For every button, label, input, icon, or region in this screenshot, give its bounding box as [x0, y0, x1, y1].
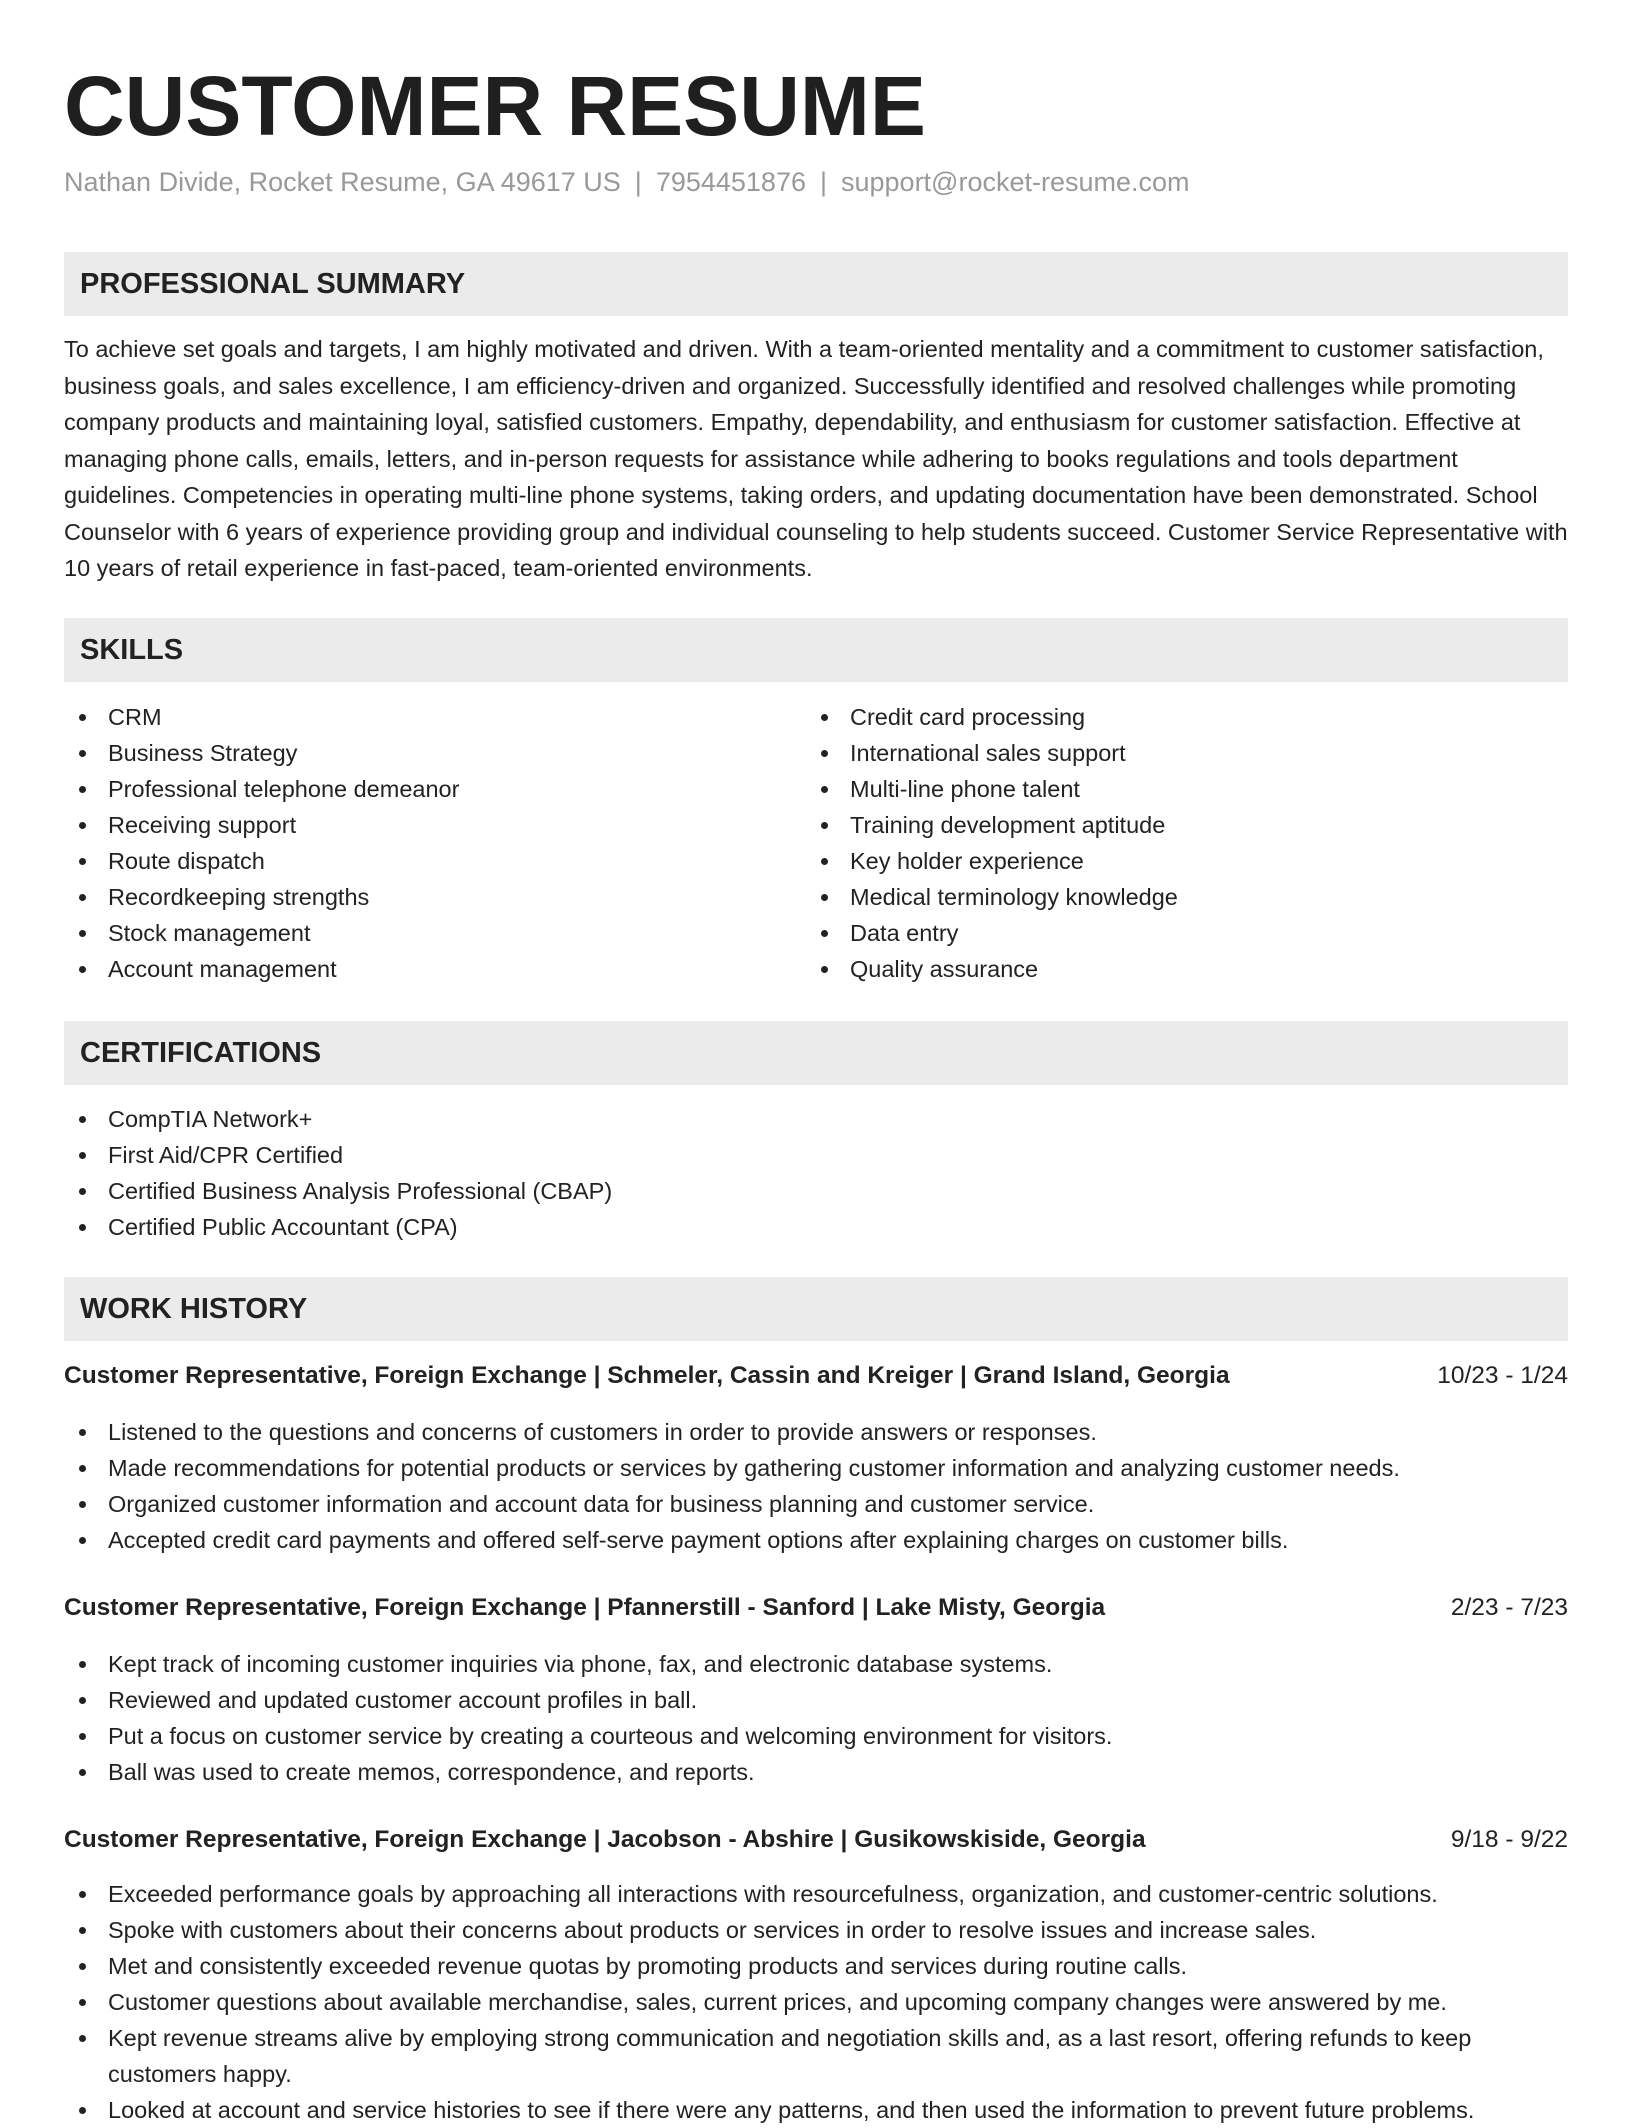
skill-item: Stock management — [64, 915, 804, 951]
skills-column-right — [806, 699, 1546, 987]
skills-column-left — [64, 699, 804, 987]
skill-item: Recordkeeping strengths — [64, 879, 804, 915]
job-bullet: Kept track of incoming customer inquiries via phone, fax, and electronic database systems. — [64, 1646, 1568, 1682]
skill-item: Medical terminology knowledge — [806, 879, 1546, 915]
job-dates: 10/23 - 1/24 — [1437, 1362, 1568, 1389]
certification-item: First Aid/CPR Certified — [64, 1137, 1568, 1173]
skills-list-right — [806, 699, 1546, 987]
job-bullet-list — [64, 1876, 1568, 2128]
skill-item: Key holder experience — [806, 843, 1546, 879]
skill-item: Professional telephone demeanor — [64, 771, 804, 807]
job-title: Customer Representative, Foreign Exchange | Jacobson - Abshire | Gusikowskiside, Georgia — [64, 1826, 1146, 1853]
skill-item: Multi-line phone talent — [806, 771, 1546, 807]
job-bullet-list — [64, 1414, 1568, 1558]
contact-phone: 7954451876 — [655, 167, 806, 197]
skill-item: International sales support — [806, 735, 1546, 771]
skill-item: Receiving support — [64, 807, 804, 843]
skill-item: Data entry — [806, 915, 1546, 951]
job-bullet: Met and consistently exceeded revenue quotas by promoting products and services during routine calls. — [64, 1948, 1568, 1984]
job-bullet: Looked at account and service histories to see if there were any patterns, and then used the information to prevent future problems. — [64, 2092, 1568, 2128]
skill-item: Quality assurance — [806, 951, 1546, 987]
job-bullet: Exceeded performance goals by approaching all interactions with resourcefulness, organization, and customer-centric solutions. — [64, 1876, 1568, 1912]
job-bullets — [64, 1646, 1568, 1790]
job-dates: 9/18 - 9/22 — [1450, 1826, 1568, 1853]
job-bullet: Ball was used to create memos, correspondence, and reports. — [64, 1754, 1568, 1790]
contact-email: support@rocket-resume.com — [841, 167, 1190, 197]
certifications-block — [64, 1101, 1568, 1245]
job-bullet: Organized customer information and account data for business planning and customer service. — [64, 1486, 1568, 1522]
job-bullet-list — [64, 1646, 1568, 1790]
summary-heading: PROFESSIONAL SUMMARY — [64, 252, 1568, 316]
job-dates: 2/23 - 7/23 — [1450, 1594, 1568, 1621]
job-bullet: Put a focus on customer service by creating a courteous and welcoming environment for visitors. — [64, 1718, 1568, 1754]
contact-separator: | — [634, 167, 642, 197]
skill-item: Business Strategy — [64, 735, 804, 771]
skill-item: Training development aptitude — [806, 807, 1546, 843]
certifications-heading: CERTIFICATIONS — [64, 1021, 1568, 1085]
job-bullet: Accepted credit card payments and offered self-serve payment options after explaining charges on customer bills. — [64, 1522, 1568, 1558]
summary-text: To achieve set goals and targets, I am highly motivated and driven. With a team-oriented mentality and a commitment to customer satisfaction, business goals, and sales excellence, I am efficiency-driven and organized. Successfully identified and resolved challenges while promoting company products and maintaining loyal, satisfied customers. Empathy, dependability, and enthusiasm for customer satisfaction. Effective at managing phone calls, emails, letters, and in-person requests for assistance while adhering to books regulations and tools department guidelines. Competencies in operating multi-line phone systems, taking orders, and updating documentation have been demonstrated. School Counselor with 6 years of experience providing group and individual counseling to help students succeed. Customer Service Representative with 10 years of retail experience in fast-paced, team-oriented environments. — [64, 336, 1568, 581]
job-title: Customer Representative, Foreign Exchange | Schmeler, Cassin and Kreiger | Grand Island, Georgia — [64, 1362, 1230, 1389]
contact-line — [64, 167, 1190, 198]
job-bullet: Made recommendations for potential products or services by gathering customer information and analyzing customer needs. — [64, 1450, 1568, 1486]
skill-item: Route dispatch — [64, 843, 804, 879]
job-bullets — [64, 1414, 1568, 1558]
contact-address: Nathan Divide, Rocket Resume, GA 49617 US — [64, 167, 621, 197]
job-title: Customer Representative, Foreign Exchange | Pfannerstill - Sanford | Lake Misty, Georgia — [64, 1594, 1106, 1621]
job-bullet: Customer questions about available merchandise, sales, current prices, and upcoming company changes were answered by me. — [64, 1984, 1568, 2020]
skills-list-left — [64, 699, 804, 987]
certification-item: Certified Business Analysis Professional (CBAP) — [64, 1173, 1568, 1209]
skill-item: Account management — [64, 951, 804, 987]
certifications-list — [64, 1101, 1568, 1245]
certification-item: Certified Public Accountant (CPA) — [64, 1209, 1568, 1245]
skill-item: Credit card processing — [806, 699, 1546, 735]
job-bullet: Spoke with customers about their concerns about products or services in order to resolve issues and increase sales. — [64, 1912, 1568, 1948]
contact-separator: | — [819, 167, 827, 197]
resume-title: CUSTOMER RESUME — [64, 59, 926, 153]
job-bullet: Listened to the questions and concerns of customers in order to provide answers or responses. — [64, 1414, 1568, 1450]
skill-item: CRM — [64, 699, 804, 735]
job-bullet: Reviewed and updated customer account profiles in ball. — [64, 1682, 1568, 1718]
job-bullet: Kept revenue streams alive by employing strong communication and negotiation skills and, as a last resort, offering refunds to keep customers happy. — [64, 2020, 1568, 2092]
skills-heading: SKILLS — [64, 618, 1568, 682]
work-history-heading: WORK HISTORY — [64, 1277, 1568, 1341]
certification-item: CompTIA Network+ — [64, 1101, 1568, 1137]
job-bullets — [64, 1876, 1568, 2128]
